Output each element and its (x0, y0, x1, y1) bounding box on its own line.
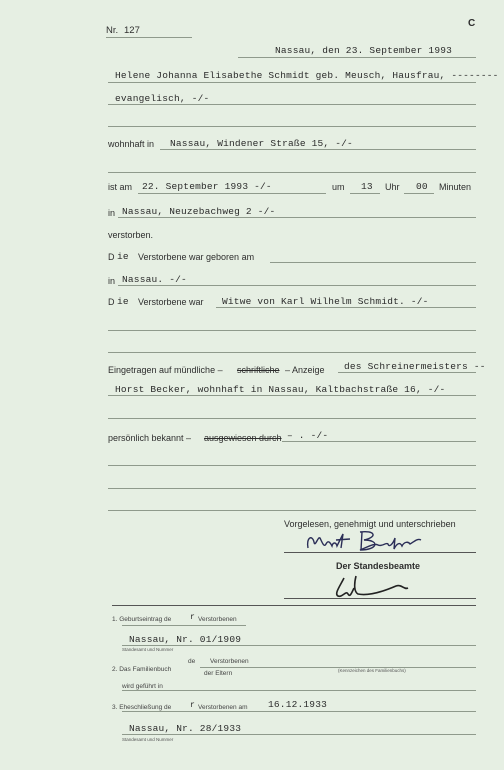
death-date-value: 22. September 1993 -/- (142, 181, 272, 192)
anzeige-label: – Anzeige (285, 365, 325, 375)
status-underline (216, 307, 476, 308)
birth-prefix-typed: ie (117, 251, 129, 262)
informant-signature-line (284, 552, 476, 553)
death-hour: 13 (361, 181, 373, 192)
place-date-underline (238, 57, 476, 58)
birth-place-value: Nassau. -/- (122, 274, 187, 285)
status-value: Witwe von Karl Wilhelm Schmidt. -/- (222, 296, 429, 307)
deceased-name-line: Helene Johanna Elisabethe Schmidt geb. Meusch, Hausfrau, -------- (115, 70, 499, 81)
death-place-underline (118, 217, 476, 218)
status-prefix: D (108, 297, 115, 307)
blank-line-6 (108, 465, 476, 466)
blank-line-4 (108, 352, 476, 353)
official-signature-line (284, 598, 476, 599)
entry-number-underline (106, 37, 192, 38)
familienbuch-wird-underline (122, 690, 476, 691)
ausgewiesen-struck: ausgewiesen durch (204, 433, 282, 443)
blank-line-5 (108, 418, 476, 419)
birth-entry-label: 1. Geburtseintrag de (112, 616, 172, 623)
name-underline (108, 82, 476, 83)
corner-letter: C (468, 18, 476, 29)
religion-underline (108, 104, 476, 105)
birth-prefix: D (108, 252, 115, 262)
place-and-date: Nassau, den 23. September 1993 (275, 45, 453, 56)
blank-line-7 (108, 488, 476, 489)
marriage-caption: Standesamt und Nummer (122, 737, 174, 742)
death-date-label: ist am (108, 182, 133, 192)
bekannt-label: persönlich bekannt – (108, 433, 192, 443)
residence-underline (160, 149, 476, 150)
birth-entry-suffix: Verstorbenen (198, 616, 237, 623)
blank-line-8 (108, 510, 476, 511)
standesbeamte-label: Der Standesbeamte (336, 561, 421, 571)
schriftliche-struck: schriftliche (237, 365, 280, 375)
residence-label: wohnhaft in (108, 139, 155, 149)
birth-entry-value-underline (122, 645, 476, 646)
marriage-suffix: Verstorbenen am (198, 704, 248, 711)
marriage-date: 16.12.1933 (268, 699, 328, 710)
blank-line-1 (108, 126, 476, 127)
residence-value: Nassau, Windener Straße 15, -/- (170, 138, 353, 149)
death-place-label: in (108, 208, 116, 218)
familienbuch-verstorbenen: Verstorbenen (210, 658, 249, 665)
vorgelesen-text: Vorgelesen, genehmigt und unterschrieben (284, 519, 456, 529)
death-minute-underline (404, 193, 434, 194)
familienbuch-de: de (188, 658, 196, 665)
informant-signature-icon (300, 528, 430, 558)
death-hour-underline (350, 193, 380, 194)
blank-line-3 (108, 330, 476, 331)
familienbuch-kennzeichen: (Kennzeichen des Familienbuchs) (338, 668, 406, 673)
death-time-um: um (332, 182, 345, 192)
entry-number-value: 127 (124, 25, 140, 36)
entry-number-label: Nr. (106, 25, 119, 36)
birth-entry-caption: Standesamt und Nummer (122, 647, 174, 652)
informant-line-2-underline (108, 395, 476, 396)
birth-place-underline (118, 285, 476, 286)
death-time-uhr: Uhr (385, 182, 400, 192)
verstorben-text: verstorben. (108, 230, 154, 240)
marriage-value-underline (122, 734, 476, 735)
bekannt-value: – . -/- (287, 430, 329, 441)
birth-place-label: in (108, 276, 116, 286)
informant-line-1-underline (338, 372, 476, 373)
familienbuch-wird: wird geführt in (122, 683, 163, 690)
death-date-underline (138, 193, 326, 194)
death-place-value: Nassau, Neuzebachweg 2 -/- (122, 206, 276, 217)
birth-entry-value: Nassau, Nr. 01/1909 (129, 634, 242, 645)
marriage-label: 3. Eheschließung de (112, 704, 172, 711)
footer-separator (112, 605, 476, 606)
death-time-minuten: Minuten (439, 182, 472, 192)
birth-date-underline (270, 262, 476, 263)
birth-entry-underline (122, 625, 246, 626)
blank-line-2 (108, 172, 476, 173)
death-minute: 00 (416, 181, 428, 192)
religion-line: evangelisch, -/- (115, 93, 210, 104)
birth-entry-typed: r (190, 613, 196, 622)
informant-line-1: des Schreinermeisters -- (344, 361, 486, 372)
familienbuch-label: 2. Das Familienbuch (112, 666, 172, 673)
marriage-typed: r (190, 701, 196, 710)
informant-line-2: Horst Becker, wohnhaft in Nassau, Kaltbachstraße 16, -/- (115, 384, 446, 395)
marriage-underline (122, 711, 476, 712)
status-label: Verstorbene war (138, 297, 204, 307)
eingetragen-label: Eingetragen auf mündliche – (108, 365, 223, 375)
bekannt-underline (282, 441, 476, 442)
birth-label: Verstorbene war geboren am (138, 252, 255, 262)
status-prefix-typed: ie (117, 296, 129, 307)
marriage-value: Nassau, Nr. 28/1933 (129, 723, 242, 734)
familienbuch-der-eltern: der Eltern (204, 670, 233, 677)
